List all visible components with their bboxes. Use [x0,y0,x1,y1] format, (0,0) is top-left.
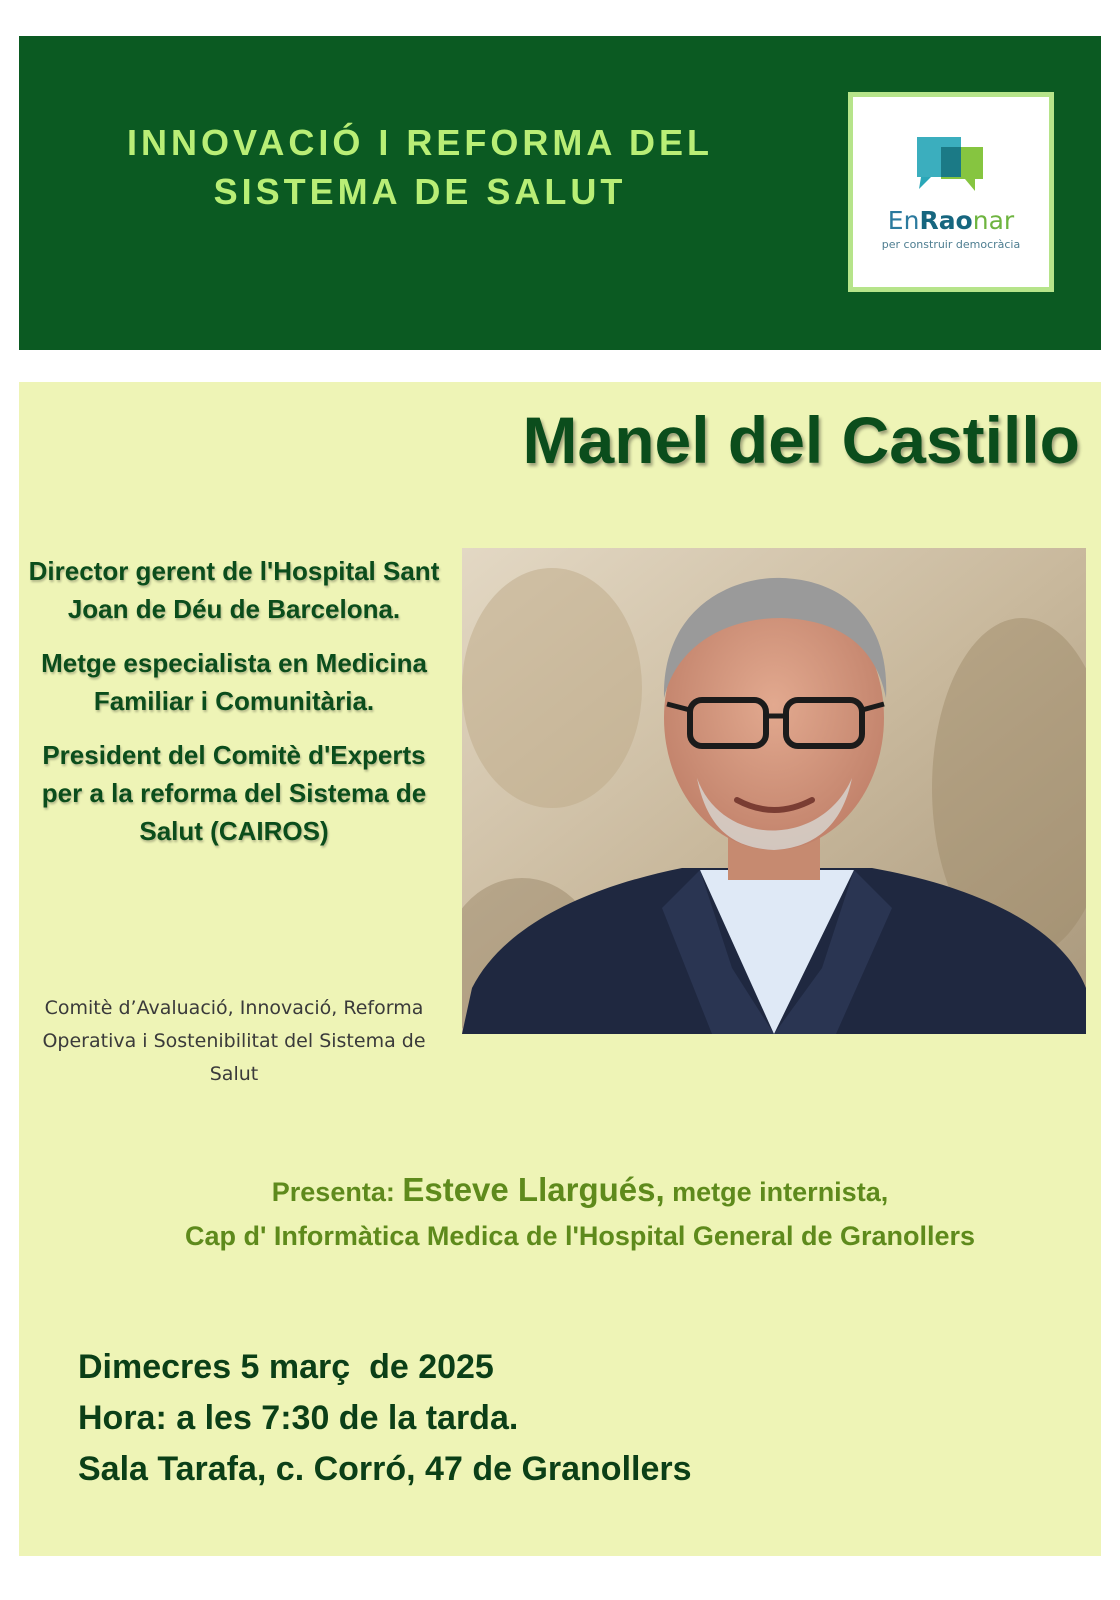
event-title-line-1: INNOVACIÓ I REFORMA DEL [127,122,713,163]
presenter-label: Presenta: [271,1177,395,1207]
logo-wordmark-nar: nar [972,206,1015,235]
bio-line-specialist: Metge especialista en Medicina Familiar i Comunitària. [41,648,427,716]
speaker-photo [462,548,1086,1034]
bio-line-president: President del Comitè d'Experts per a la reforma del Sistema de Salut (CAIROS) [41,740,427,846]
presenter-position: Cap d' Informàtica Medica de l'Hospital General de Granollers [184,1221,976,1251]
enraonar-logo [848,92,1054,292]
speech-bubbles-icon [909,133,993,201]
presenter-name: Esteve Llargués, [402,1171,665,1208]
event-venue: Sala Tarafa, c. Corró, 47 de Granollers [78,1450,692,1488]
logo-wordmark-rao: Rao [919,206,973,235]
logo-wordmark-en: En [887,206,920,235]
event-time: Hora: a les 7:30 de la tarda. [78,1399,519,1437]
speaker-name: Manel del Castillo [522,403,1080,477]
cairos-note: Comitè d’Avaluació, Innovació, Reforma Operativa i Sostenibilitat del Sistema de Salut [42,997,426,1085]
presenter-role: metge internista, [672,1177,889,1207]
presenter-block [80,1168,1080,1258]
event-date: Dimecres 5 març de 2025 [78,1348,494,1386]
event-details [78,1342,978,1495]
bio-line-director: Director gerent de l'Hospital Sant Joan de Déu de Barcelona. [28,556,440,624]
speaker-portrait [462,548,1086,1034]
speaker-bio [28,552,440,866]
logo-tagline: per construir democràcia [881,238,1021,251]
event-title-line-2: SISTEMA DE SALUT [213,171,627,212]
logo-wordmark [853,207,1049,235]
event-title [80,118,760,216]
